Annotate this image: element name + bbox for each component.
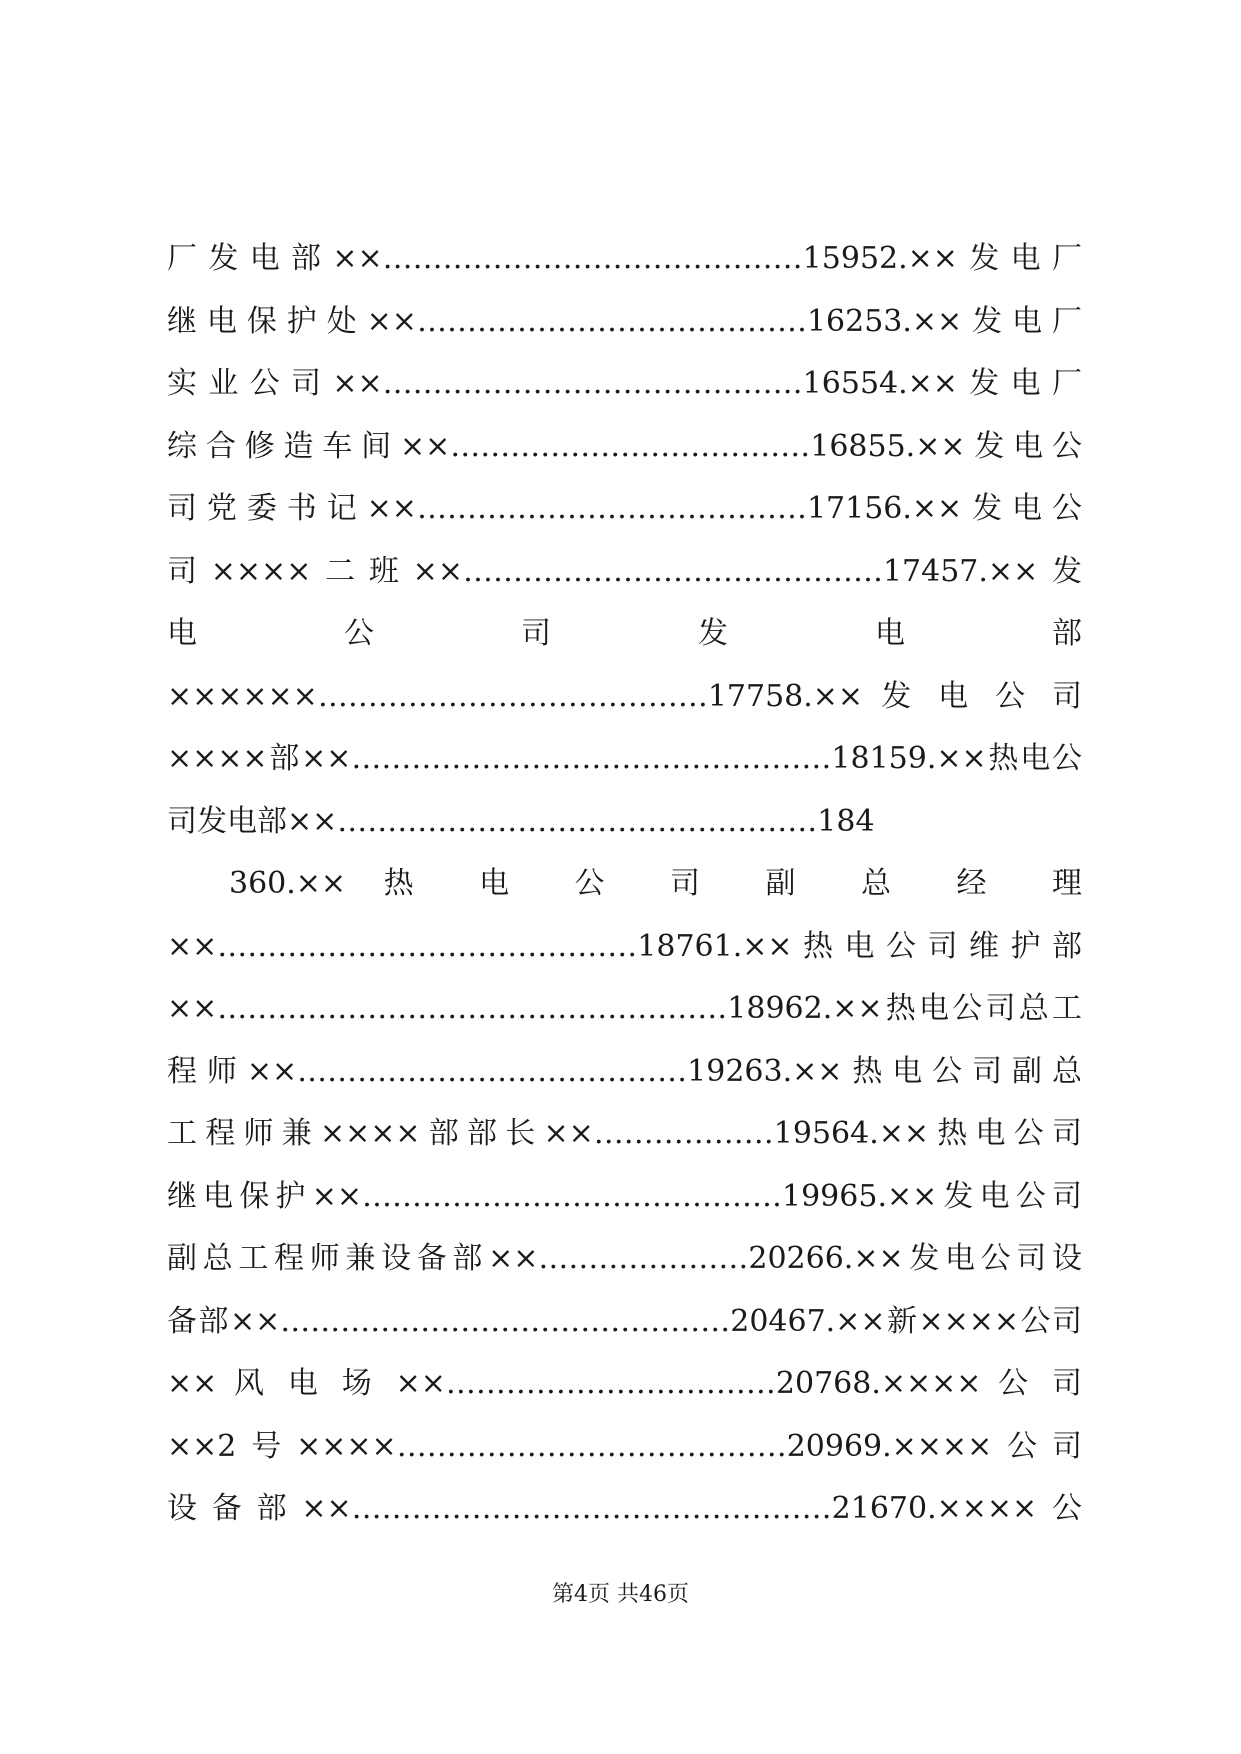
text-line-9: ××××部××…………………………………………18159.××热电公 <box>167 741 1082 776</box>
text-line-3: 实业公司××……………………………………16554.××发电厂 <box>167 366 1082 401</box>
text-line-17: 副总工程师兼设备部××…………………20266.××发电公司设 <box>167 1241 1082 1276</box>
text-line-19: ×× 风 电 场 ××……………………………20768.×××× 公 司 <box>167 1366 1082 1401</box>
text-line-4: 综合修造车间××………………………………16855.××发电公 <box>167 428 1082 464</box>
text-line-5: 司党委书记××…………………………………17156.××发电公 <box>167 491 1082 526</box>
text-line-7: 电 公 司 发 电 部 <box>167 616 1082 651</box>
text-line-15: 工程师兼××××部部长××………………19564.××热电公司 <box>167 1116 1082 1151</box>
text-line-11: 360.×× 热 电 公 司 副 总 经 理 <box>229 866 1082 901</box>
document-body <box>167 228 1082 1541</box>
text-line-6: 司××××二班××……………………………………17457.××发 <box>167 553 1082 589</box>
text-line-16: 继电保护××……………………………………19965.××发电公司 <box>167 1178 1082 1214</box>
text-line-10: 司发电部××…………………………………………184 <box>167 803 875 839</box>
text-line-12: ××……………………………………18761.×× 热 电 公 司 维 护 部 <box>167 928 1082 964</box>
text-line-20: ××2号××××…………………………………20969.××××公司 <box>167 1428 1082 1464</box>
text-line-18: 备部××………………………………………20467.××新××××公司 <box>167 1303 1082 1339</box>
text-line-21: 设备部××…………………………………………21670.××××公 <box>167 1491 1082 1526</box>
text-line-1: 厂发电部××……………………………………15952.××发电厂 <box>167 241 1082 276</box>
page-footer: 第4页 共46页 <box>552 1582 689 1607</box>
text-line-2: 继电保护处××…………………………………16253.××发电厂 <box>167 303 1082 339</box>
text-line-14: 程师××…………………………………19263.××热电公司副总 <box>167 1053 1082 1089</box>
text-line-13: ××……………………………………………18962.××热电公司总工 <box>167 991 1082 1026</box>
text-line-8: ××××××…………………………………17758.×× 发 电 公 司 <box>167 678 1082 714</box>
